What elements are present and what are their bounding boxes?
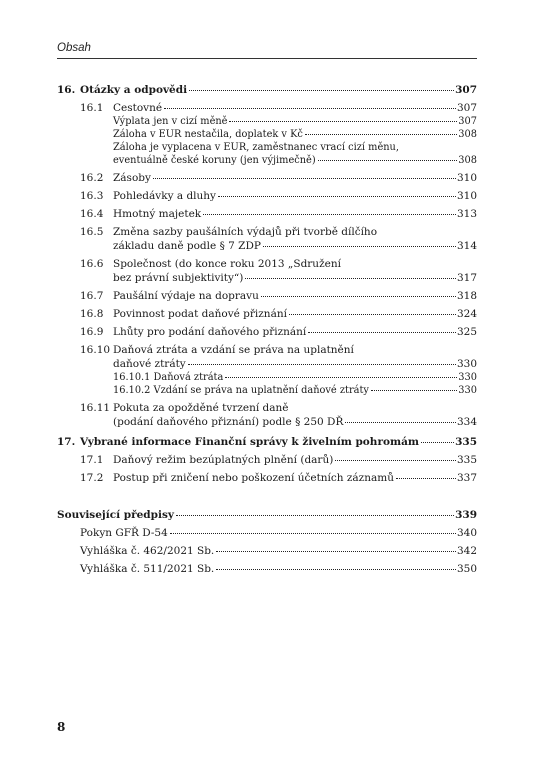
- toc-title: Hmotný majetek: [113, 208, 202, 220]
- toc-number: 16.10.2: [113, 385, 151, 396]
- toc-number: 16.9: [80, 326, 104, 338]
- toc-title: Výplata jen v cizí měně: [113, 116, 228, 127]
- toc-number: 16.7: [80, 290, 104, 302]
- toc-section-16-3[interactable]: [57, 189, 477, 203]
- toc-page: 307: [458, 116, 477, 127]
- toc-title-line1: Záloha je vyplacena v EUR, zaměstnanec vrací cizí měnu,: [113, 142, 399, 153]
- toc-page: 313: [456, 208, 477, 220]
- dot-leader: [396, 478, 456, 479]
- toc-number: 17.2: [80, 472, 104, 484]
- toc-section-16-10-1[interactable]: [57, 371, 477, 384]
- dot-leader: [170, 533, 456, 534]
- toc-page: 310: [456, 190, 477, 202]
- toc-title: Vyhláška č. 511/2021 Sb.: [80, 563, 215, 575]
- toc-title: Pohledávky a dluhy: [113, 190, 216, 202]
- dot-leader: [218, 196, 456, 197]
- table-of-contents: [57, 83, 477, 576]
- toc-page: 310: [456, 172, 477, 184]
- toc-subentry[interactable]: [57, 128, 477, 141]
- toc-number: 16.3: [80, 190, 104, 202]
- toc-related-item[interactable]: [57, 562, 477, 576]
- toc-number: 16.2: [80, 172, 104, 184]
- dot-leader: [371, 390, 457, 391]
- toc-page: 330: [458, 385, 477, 396]
- toc-page: 339: [455, 509, 477, 521]
- header-rule: [57, 58, 477, 59]
- toc-number: 16.10: [80, 344, 111, 356]
- toc-related-item[interactable]: [57, 526, 477, 540]
- dot-leader: [305, 134, 457, 135]
- toc-title-line2: daňové ztráty: [113, 358, 186, 370]
- toc-page: 317: [456, 272, 477, 284]
- dot-leader: [189, 90, 454, 91]
- toc-section-16-2[interactable]: [57, 171, 477, 185]
- toc-title: Související předpisy: [57, 509, 174, 521]
- dot-leader: [216, 569, 456, 570]
- toc-related-item[interactable]: [57, 544, 477, 558]
- toc-section-16-5[interactable]: [57, 225, 477, 253]
- toc-title: Paušální výdaje na dopravu: [113, 290, 259, 302]
- toc-page: 337: [456, 472, 477, 484]
- toc-title-line2: (podání daňového přiznání) podle § 250 DŘ: [113, 416, 344, 428]
- toc-section-16-9[interactable]: [57, 325, 477, 339]
- toc-page: 314: [456, 240, 477, 252]
- dot-leader: [261, 296, 456, 297]
- toc-number: 16.5: [80, 226, 104, 238]
- dot-leader: [216, 551, 456, 552]
- dot-leader: [263, 246, 456, 247]
- toc-chapter-17[interactable]: [57, 435, 477, 449]
- dot-leader: [289, 314, 456, 315]
- toc-section-16-8[interactable]: [57, 307, 477, 321]
- toc-title: Postup při zničení nebo poškození účetních záznamů: [113, 472, 394, 484]
- toc-page: 340: [456, 527, 477, 539]
- toc-subentry[interactable]: [57, 141, 477, 167]
- toc-title: Vzdání se práva na uplatnění daňové ztráty: [153, 385, 369, 396]
- toc-number: 17.1: [80, 454, 104, 466]
- toc-title: Povinnost podat daňové přiznání: [113, 308, 287, 320]
- toc-page: 342: [456, 545, 477, 557]
- toc-page: 308: [458, 155, 477, 166]
- dot-leader: [421, 442, 454, 443]
- toc-title-line2: eventuálně české koruny (jen výjimečně): [113, 155, 316, 166]
- toc-section-16-11[interactable]: [57, 401, 477, 429]
- toc-number: 16.: [57, 84, 76, 96]
- toc-section-17-2[interactable]: [57, 471, 477, 485]
- page-number: 8: [57, 720, 66, 734]
- dot-leader: [164, 108, 456, 109]
- dot-leader: [335, 460, 456, 461]
- dot-leader: [308, 332, 456, 333]
- toc-section-16-10-2[interactable]: [57, 384, 477, 397]
- toc-page: 335: [455, 436, 477, 448]
- toc-number: 16.4: [80, 208, 104, 220]
- toc-title: Cestovné: [113, 102, 163, 114]
- toc-page: 335: [456, 454, 477, 466]
- dot-leader: [225, 377, 457, 378]
- toc-number: 16.10.1: [113, 372, 151, 383]
- toc-section-16-10[interactable]: [57, 343, 477, 371]
- toc-related-regulations[interactable]: [57, 508, 477, 522]
- toc-title: Lhůty pro podání daňového přiznání: [113, 326, 307, 338]
- dot-leader: [203, 214, 456, 215]
- toc-page: 324: [456, 308, 477, 320]
- toc-page: 318: [456, 290, 477, 302]
- toc-number: 16.6: [80, 258, 104, 270]
- dot-leader: [245, 278, 456, 279]
- toc-title: Otázky a odpovědi: [80, 84, 188, 96]
- toc-page: 325: [456, 326, 477, 338]
- toc-title: Záloha v EUR nestačila, doplatek v Kč: [113, 129, 303, 140]
- dot-leader: [345, 422, 456, 423]
- toc-page: 330: [458, 372, 477, 383]
- toc-title-line1: Daňová ztráta a vzdání se práva na uplatnění: [113, 344, 354, 356]
- toc-title: Vybrané informace Finanční správy k živelním pohromám: [80, 436, 419, 448]
- toc-subentry[interactable]: [57, 115, 477, 128]
- toc-number: 16.11: [80, 402, 111, 414]
- dot-leader: [318, 160, 458, 161]
- toc-page: 334: [456, 416, 477, 428]
- toc-section-17-1[interactable]: [57, 453, 477, 467]
- toc-number: 16.1: [80, 102, 104, 114]
- toc-chapter-16[interactable]: [57, 83, 477, 97]
- dot-leader: [176, 515, 454, 516]
- toc-title-line2: základu daně podle § 7 ZDP: [113, 240, 261, 252]
- toc-page: 308: [458, 129, 477, 140]
- toc-title: Vyhláška č. 462/2021 Sb.: [80, 545, 215, 557]
- dot-leader: [229, 121, 457, 122]
- toc-title: Daňová ztráta: [153, 372, 224, 383]
- toc-page: 307: [455, 84, 477, 96]
- toc-title-line1: Pokuta za opožděné tvrzení daně: [113, 402, 289, 414]
- toc-title: Pokyn GFŘ D-54: [80, 527, 168, 539]
- toc-title: Daňový režim bezúplatných plnění (darů): [113, 454, 334, 466]
- toc-title-line2: bez právní subjektivity“): [113, 272, 244, 284]
- toc-title-line1: Společnost (do konce roku 2013 „Sdružení: [113, 258, 341, 270]
- toc-number: 17.: [57, 436, 76, 448]
- toc-page: 350: [456, 563, 477, 575]
- toc-section-16-6[interactable]: [57, 257, 477, 285]
- toc-section-16-1[interactable]: [57, 101, 477, 115]
- dot-leader: [188, 364, 456, 365]
- toc-title-line1: Změna sazby paušálních výdajů při tvorbě dílčího: [113, 226, 378, 238]
- toc-number: 16.8: [80, 308, 104, 320]
- toc-page: 330: [456, 358, 477, 370]
- toc-title: Zásoby: [113, 172, 151, 184]
- toc-section-16-7[interactable]: [57, 289, 477, 303]
- running-header-title: Obsah: [57, 42, 91, 54]
- toc-section-16-4[interactable]: [57, 207, 477, 221]
- toc-page: 307: [456, 102, 477, 114]
- dot-leader: [153, 178, 456, 179]
